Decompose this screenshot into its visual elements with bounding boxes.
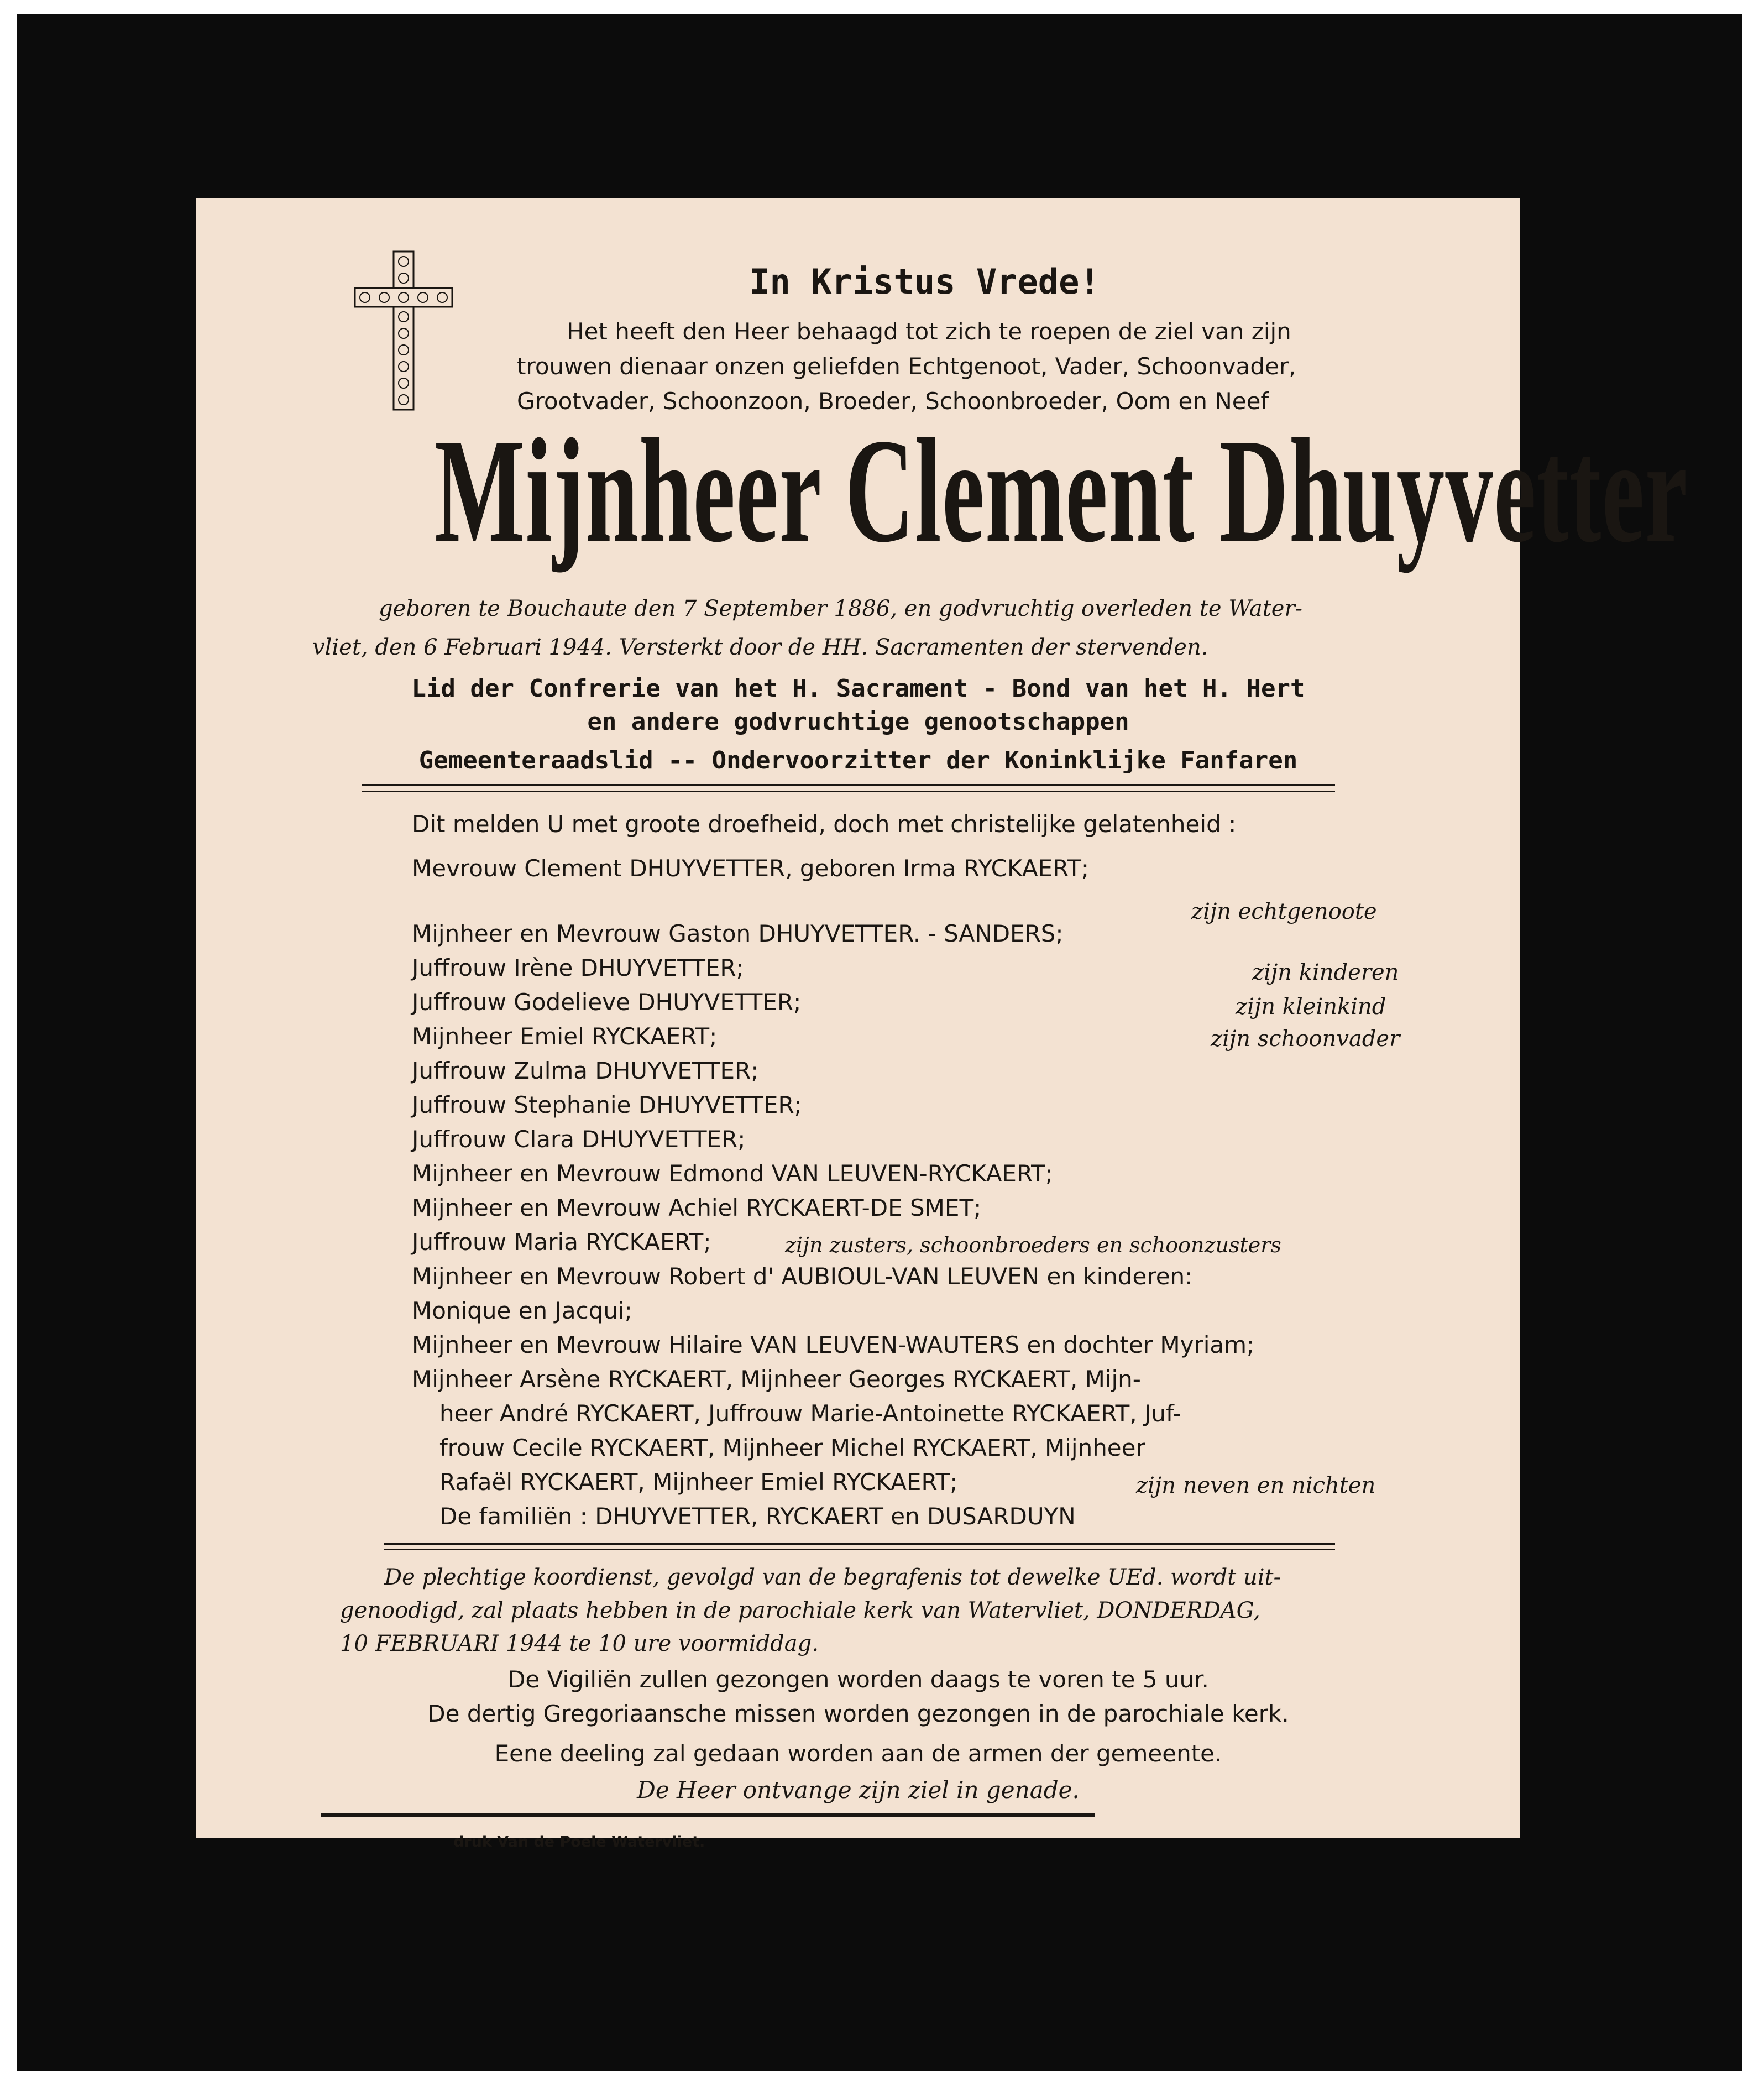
closing-line: Eene deeling zal gedaan worden aan de armen der gemeente. (494, 1740, 1222, 1767)
relation-note: zijn kinderen (1252, 960, 1399, 985)
divider (384, 1543, 1335, 1545)
closing-line: De dertig Gregoriaansche missen worden gezongen in de parochiale kerk. (427, 1700, 1289, 1727)
membership-line: Gemeenteraadslid -- Ondervoorzitter der Koninklijke Fanfaren (418, 746, 1298, 775)
printer-credit: druk Van de Poele Watervliet. (453, 1833, 705, 1850)
family-line: Mijnheer en Mevrouw Achiel RYCKAERT-DE SMET; (412, 1194, 982, 1221)
family-line: Mijnheer Emiel RYCKAERT; (412, 1023, 718, 1050)
family-line: Rafaël RYCKAERT, Mijnheer Emiel RYCKAERT; (439, 1468, 958, 1496)
family-line: Juffrouw Zulma DHUYVETTER; (412, 1057, 759, 1084)
family-line: Mijnheer en Mevrouw Edmond VAN LEUVEN-RYCKAERT; (412, 1160, 1053, 1187)
blessing: De Heer ontvange zijn ziel in genade. (637, 1776, 1080, 1803)
deceased-name: Mijnheer Clement Dhuyvetter (435, 408, 1688, 573)
footer-rule (321, 1813, 1095, 1817)
birth-death-line: vliet, den 6 Februari 1944. Versterkt door de HH. Sacramenten der stervenden. (312, 635, 1208, 660)
family-line: Mijnheer en Mevrouw Hilaire VAN LEUVEN-WAUTERS en dochter Myriam; (412, 1331, 1255, 1358)
birth-death-line: geboren te Bouchaute den 7 September 1886, en godvruchtig overleden te Water- (379, 596, 1303, 621)
family-line: Monique en Jacqui; (412, 1297, 632, 1324)
intro-line: Grootvader, Schoonzoon, Broeder, Schoonbroeder, Oom en Neef (517, 388, 1269, 415)
divider (362, 784, 1335, 786)
family-line: Juffrouw Godelieve DHUYVETTER; (412, 989, 802, 1016)
family-line: heer André RYCKAERT, Juffrouw Marie-Antoinette RYCKAERT, Juf- (439, 1400, 1181, 1427)
family-line: Mevrouw Clement DHUYVETTER, geboren Irma RYCKAERT; (412, 855, 1090, 882)
family-line: Juffrouw Clara DHUYVETTER; (412, 1126, 746, 1153)
service-line: 10 FEBRUARI 1944 te 10 ure voormiddag. (340, 1631, 819, 1656)
relation-note: zijn schoonvader (1211, 1026, 1400, 1052)
divider (384, 1549, 1335, 1550)
death-notice-card (196, 198, 1688, 1850)
family-line: De familiën : DHUYVETTER, RYCKAERT en DUSARDUYN (439, 1503, 1076, 1530)
announcement: Dit melden U met groote droefheid, doch met christelijke gelatenheid : (412, 811, 1237, 838)
membership-line: en andere godvruchtige genootschappen (587, 708, 1129, 736)
family-line: Juffrouw Maria RYCKAERT; (412, 1228, 711, 1256)
family-line: Juffrouw Irène DHUYVETTER; (412, 954, 744, 981)
family-line: Mijnheer en Mevrouw Robert d' AUBIOUL-VAN LEUVEN en kinderen: (412, 1263, 1193, 1290)
heading: In Kristus Vrede! (749, 262, 1100, 302)
relation-note: zijn zusters, schoonbroeders en schoonzusters (785, 1233, 1281, 1257)
relation-note: zijn kleinkind (1236, 994, 1386, 1020)
service-line: genoodigd, zal plaats hebben in de parochiale kerk van Watervliet, DONDERDAG, (340, 1598, 1260, 1623)
family-line: Mijnheer Arsène RYCKAERT, Mijnheer Georges RYCKAERT, Mijn- (412, 1366, 1141, 1393)
intro-line: trouwen dienaar onzen geliefden Echtgenoot, Vader, Schoonvader, (517, 353, 1296, 380)
family-line: Juffrouw Stephanie DHUYVETTER; (412, 1091, 802, 1118)
intro-line: Het heeft den Heer behaagd tot zich te roepen de ziel van zijn (567, 318, 1291, 345)
family-line: frouw Cecile RYCKAERT, Mijnheer Michel RYCKAERT, Mijnheer (439, 1434, 1145, 1461)
closing-line: De Vigiliën zullen gezongen worden daags te voren te 5 uur. (507, 1666, 1209, 1693)
family-line: Mijnheer en Mevrouw Gaston DHUYVETTER. - SANDERS; (412, 920, 1064, 947)
relation-note: zijn neven en nichten (1136, 1473, 1376, 1498)
relation-note: zijn echtgenoote (1191, 899, 1377, 924)
service-line: De plechtige koordienst, gevolgd van de begrafenis tot dewelke UEd. wordt uit- (384, 1565, 1281, 1590)
membership-line: Lid der Confrerie van het H. Sacrament - Bond van het H. Hert (411, 675, 1305, 703)
divider (362, 791, 1335, 792)
